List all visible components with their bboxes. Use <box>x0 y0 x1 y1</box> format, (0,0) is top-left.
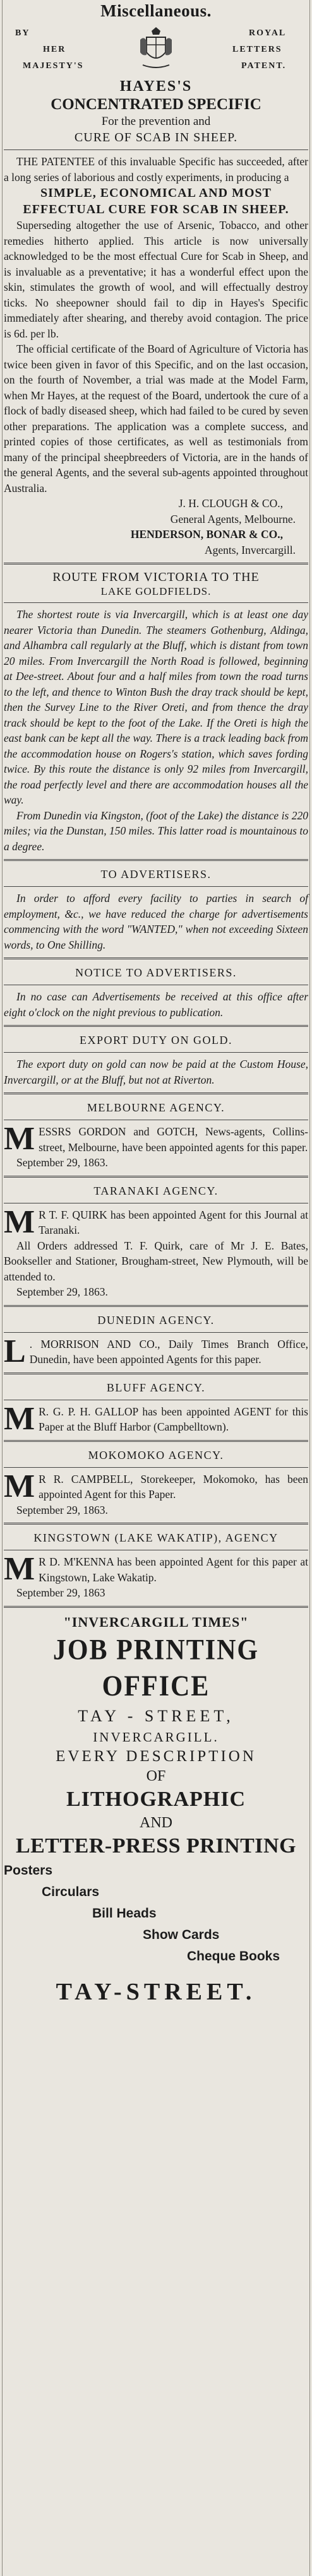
notice-advertisers <box>4 964 308 1020</box>
taranaki-body-2: All Orders addressed T. F. Quirk, care of Mr J. E. Bates, Bookseller and Stationer, Brougham-street, New Plymouth, will be attended to. <box>4 1239 308 1283</box>
printing-and: AND <box>140 1814 172 1831</box>
drop-cap: M <box>4 1203 35 1240</box>
royal-coat-of-arms-icon <box>139 27 173 71</box>
mokomoko-agency <box>4 1447 308 1518</box>
route-heading: ROUTE FROM VICTORIA TO THE <box>52 570 260 584</box>
royal-crest-header <box>4 26 308 95</box>
crest-left-top: BY <box>15 28 30 38</box>
divider <box>4 1373 308 1374</box>
melbourne-heading: MELBOURNE AGENCY. <box>87 1101 225 1114</box>
printing-street: TAY - STREET, <box>78 1706 234 1725</box>
divider <box>4 149 308 150</box>
bluff-body: R. G. P. H. GALLOP has been appointed AGENT for this Paper at the Bluff Harbor (Campbelltown). <box>39 1405 308 1433</box>
every-description: EVERY DESCRIPTION <box>56 1747 256 1765</box>
hayes-cure-line: CURE OF SCAB IN SHEEP. <box>74 131 238 144</box>
to-advertisers-body: In order to afford every facility to parties in search of employment, &c., we have reduced the charge for advertisements commencing with the word "WANTED," when not exceeding Sixteen words, to One Shilling. <box>4 892 308 951</box>
drop-cap: M <box>4 1551 35 1587</box>
route-notice <box>4 570 308 854</box>
notice-body: In no case can Advertisements be received at this office after eight o'clock on the night previous to publication. <box>4 990 308 1019</box>
hayes-signature-1: J. H. CLOUGH & CO., <box>178 497 283 510</box>
taranaki-body: R T. F. QUIRK has been appointed Agent for this Journal at Taranaki. <box>39 1208 308 1236</box>
mokomoko-heading: MOKOMOKO AGENCY. <box>88 1448 224 1461</box>
hayes-paragraph-1: THE PATENTEE of this invaluable Specific has succeeded, after a long series of laborious and costly experiments, in producing a <box>4 155 308 184</box>
divider <box>4 602 308 603</box>
kingstown-body: R D. M'KENNA has been appointed Agent for this paper at Kingstown, Lake Wakatip. <box>39 1555 308 1584</box>
drop-cap: M <box>4 1400 35 1437</box>
lithographic-heading: LITHOGRAPHIC <box>66 1787 246 1811</box>
drop-cap: M <box>4 1468 35 1504</box>
job-printing-heading: JOB PRINTING OFFICE <box>52 1634 260 1702</box>
bluff-agency <box>4 1379 308 1435</box>
divider <box>4 1052 308 1053</box>
divider <box>4 1305 308 1307</box>
kingstown-agency <box>4 1530 308 1601</box>
divider <box>4 563 308 565</box>
list-item: Cheque Books <box>187 1948 280 1964</box>
hayes-headline: CONCENTRATED SPECIFIC <box>51 96 261 113</box>
printing-title: "INVERCARGILL TIMES" <box>63 1613 249 1630</box>
bluff-heading: BLUFF AGENCY. <box>106 1381 206 1394</box>
taranaki-date: September 29, 1863. <box>16 1285 108 1298</box>
column-rule-left <box>2 0 3 2576</box>
export-body: The export duty on gold can now be paid at the Custom House, Invercargill, or at the Bluff, but not at Riverton. <box>4 1058 308 1086</box>
section-title: Miscellaneous. <box>100 1 212 20</box>
to-advertisers-heading: TO ADVERTISERS. <box>100 868 212 881</box>
hayes-signature-2b: Agents, Invercargill. <box>204 543 296 556</box>
drop-cap: L <box>4 1333 26 1369</box>
taranaki-heading: TARANAKI AGENCY. <box>93 1184 219 1197</box>
divider <box>4 1025 308 1027</box>
printing-footer: TAY-STREET. <box>56 1978 256 2005</box>
divider <box>4 957 308 959</box>
kingstown-date: September 29, 1863 <box>16 1586 105 1599</box>
drop-cap: M <box>4 1121 35 1157</box>
kingstown-heading: KINGSTOWN (LAKE WAKATIP), AGENCY <box>33 1531 279 1544</box>
crest-right-top: ROYAL <box>249 28 287 38</box>
dunedin-heading: DUNEDIN AGENCY. <box>97 1313 215 1326</box>
divider <box>4 886 308 887</box>
divider <box>4 859 308 861</box>
printing-office-advertisement <box>4 1613 308 2008</box>
divider <box>4 1467 308 1468</box>
hayes-signature-1b: General Agents, Melbourne. <box>170 512 296 525</box>
printing-items-list <box>4 1860 308 1967</box>
hayes-for-line: For the prevention and <box>101 115 211 128</box>
notice-heading: NOTICE TO ADVERTISERS. <box>75 966 237 979</box>
divider <box>4 1606 308 1608</box>
route-subheading: LAKE GOLDFIELDS. <box>100 585 212 597</box>
crest-left-mid: HER <box>43 45 66 54</box>
taranaki-agency <box>4 1183 308 1300</box>
divider <box>4 1523 308 1525</box>
hayes-paragraph-3: The official certificate of the Board of Agriculture of Victoria has twice been given in favor of this Specific, and on the last occasion, on the fourth of November, a trial was made at the Model Farm, when Mr Hayes, at the request of the Board, undertook the cure of a flock of badly diseased sheep, which had failed to be cured by seven other preparations. The application was a complete success, and printed copies of those certificates, as well as testimonials from many of the principal sheepbreeders of Victoria, are in the hands of the general Agents, and the several sub-agents appointed throughout Australia. <box>4 342 308 495</box>
route-body: The shortest route is via Invercargill, which is at least one day nearer Victoria than Dunedin. The steamers Gothenburg, Aldinga, and Alhambra call regularly at the Bluff, which is distant from town 20 miles. From Invercargill the North Road is followed, beginning at Dee-street. About four and a half miles from town the road turns to the left, and thence to Winton Bush the dray track should be kept, then the Survey Line to the River Oreti, and from thence the dray track should be kept to the foot of the Lake. If the Oreti is high the east bank can be kept all the way. There is a track leading back from the accommodation house on Rogers's station, which saves fording twice. By this route the distance is only 92 miles from Invercargill, the road perfectly level and there are accommodation houses all the way. <box>4 608 308 806</box>
export-duty-notice <box>4 1032 308 1087</box>
melbourne-body: ESSRS GORDON and GOTCH, News-agents, Collins-street, Melbourne, have been appointed agents for this paper. <box>39 1125 308 1154</box>
hayes-title: HAYES'S <box>119 78 193 95</box>
export-heading: EXPORT DUTY ON GOLD. <box>80 1034 232 1046</box>
dunedin-agency <box>4 1312 308 1367</box>
crest-left-bot: MAJESTY'S <box>23 61 84 71</box>
printing-town: INVERCARGILL. <box>93 1729 219 1745</box>
melbourne-agency <box>4 1099 308 1171</box>
column-rule-right <box>309 0 310 2576</box>
hayes-signature-2: HENDERSON, BONAR & CO., <box>130 528 283 541</box>
list-item: Bill Heads <box>92 1906 157 1921</box>
hayes-advertisement <box>4 26 308 558</box>
route-body-2: From Dunedin via Kingston, (foot of the Lake) the distance is 220 miles; via the Dunstan, 150 miles. This latter road is mountainous to a degree. <box>4 809 308 853</box>
crest-right-bot: PATENT. <box>241 61 287 71</box>
divider <box>4 1440 308 1442</box>
column <box>4 0 308 2008</box>
mokomoko-date: September 29, 1863. <box>16 1503 108 1516</box>
to-advertisers-notice <box>4 866 308 952</box>
mokomoko-body: R R. CAMPBELL, Storekeeper, Mokomoko, has been appointed Agent for this Paper. <box>39 1472 308 1501</box>
list-item: Show Cards <box>143 1927 220 1942</box>
crest-right-mid: LETTERS <box>232 45 282 54</box>
list-item: Posters <box>4 1863 53 1878</box>
hayes-paragraph-2: Superseding altogether the use of Arsenic, Tobacco, and other remedies hitherto applied. This article is now universally acknowledged to be the most effectual Cure for Scab in Sheep, and is invaluable as a preventative; it has a wonderful effect upon the skin, stimulates the growth of wool, and will effectually destroy ticks. No sheepowner should fail to dip in Hayes's Specific immediately after shearing, and thereby avoid contagion. The price is 6d. per lb. <box>4 219 308 340</box>
melbourne-date: September 29, 1863. <box>16 1156 108 1169</box>
list-item: Circulars <box>42 1884 100 1899</box>
hayes-claim: SIMPLE, ECONOMICAL AND MOST EFFECTUAL CURE FOR SCAB IN SHEEP. <box>23 186 289 216</box>
divider <box>4 1092 308 1094</box>
dunedin-body: . MORRISON AND CO., Daily Times Branch Office, Dunedin, have been appointed Agents for this paper. <box>29 1337 308 1366</box>
printing-of: OF <box>146 1767 166 1784</box>
letterpress-heading: LETTER-PRESS PRINTING <box>15 1834 297 1858</box>
divider <box>4 1176 308 1178</box>
divider <box>4 1332 308 1333</box>
